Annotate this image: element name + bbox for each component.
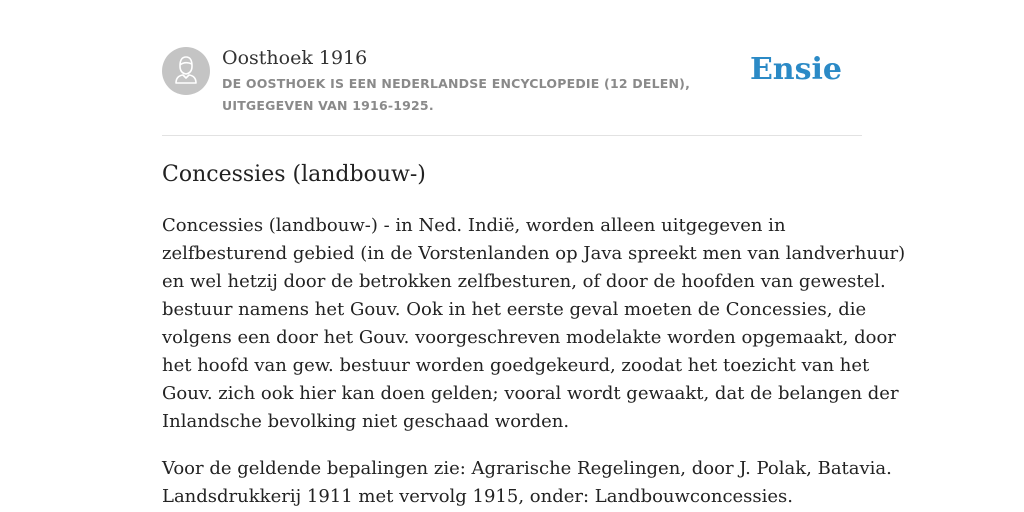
paragraph-line: Landsdrukkerij 1911 met vervolg 1915, onder: Landbouwconcessies. <box>162 486 794 507</box>
paragraph-line: zelfbesturend gebied (in de Vorstenlanden op Java spreekt men van landverhuur) <box>162 243 906 264</box>
article-title: Concessies (landbouw-) <box>162 162 426 187</box>
source-header <box>162 46 862 116</box>
paragraph-line: Concessies (landbouw-) - in Ned. Indië, worden alleen uitgegeven in <box>162 215 786 236</box>
paragraph-line: Inlandsche bevolking niet geschaad worden. <box>162 411 570 432</box>
paragraph-line: Voor de geldende bepalingen zie: Agrarische Regelingen, door J. Polak, Batavia. <box>162 458 892 479</box>
paragraph-line: volgens een door het Gouv. voorgeschreven modelakte worden opgemaakt, door <box>162 327 896 348</box>
article-paragraph-1 <box>162 212 906 436</box>
header-divider <box>162 135 862 136</box>
paragraph-line: het hoofd van gew. bestuur worden goedgekeurd, zoodat het toezicht van het <box>162 355 870 376</box>
paragraph-line: en wel hetzij door de betrokken zelfbesturen, of door de hoofden van gewestel. <box>162 271 886 292</box>
source-title[interactable]: Oosthoek 1916 <box>222 47 368 69</box>
article-paragraph-2 <box>162 455 892 511</box>
brand-logo[interactable]: Ensie <box>749 52 842 87</box>
user-icon <box>162 47 210 95</box>
paragraph-line: Gouv. zich ook hier kan doen gelden; vooral wordt gewaakt, dat de belangen der <box>162 383 899 404</box>
paragraph-line: bestuur namens het Gouv. Ook in het eerste geval moeten de Concessies, die <box>162 299 867 320</box>
source-description: DE OOSTHOEK IS EEN NEDERLANDSE ENCYCLOPEDIE (12 DELEN), UITGEGEVEN VAN 1916-1925. <box>222 76 691 113</box>
source-avatar[interactable] <box>162 47 210 95</box>
